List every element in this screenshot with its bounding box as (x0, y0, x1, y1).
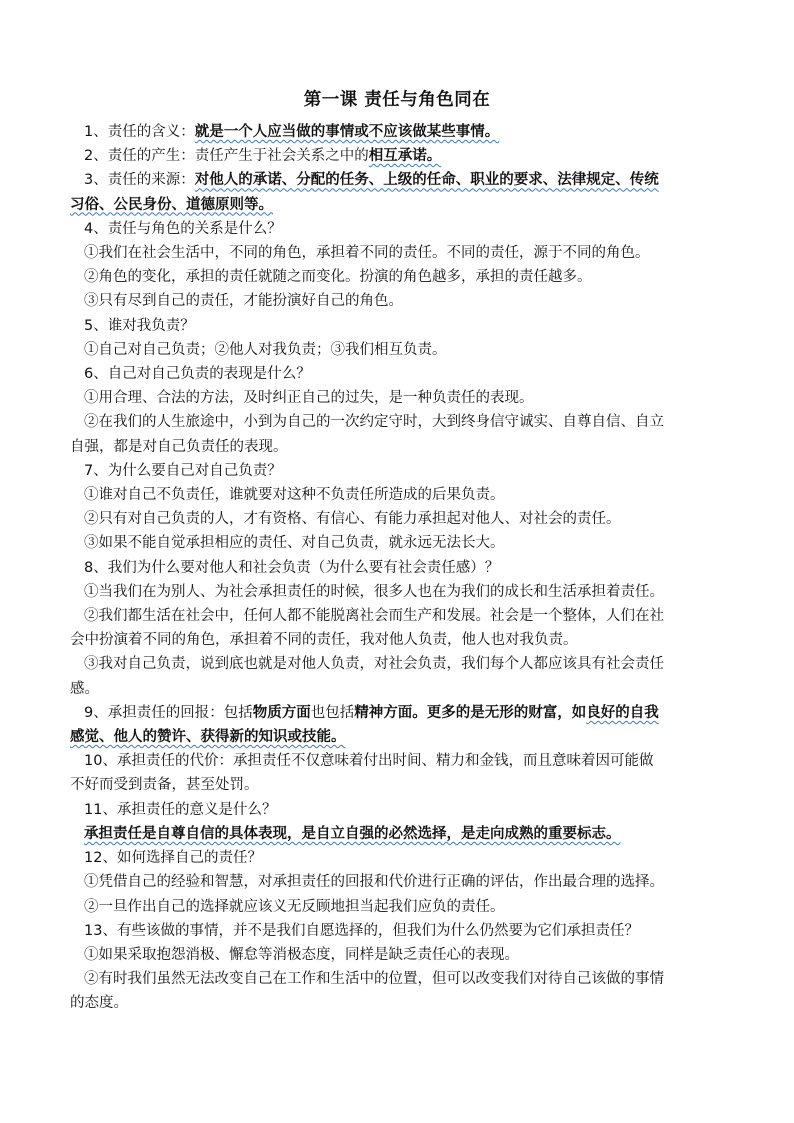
item-10-heading: 10、承担责任的代价： (84, 753, 233, 770)
item-10 (70, 749, 726, 773)
item-5-heading: 5、谁对我负责？ (84, 317, 195, 334)
item-13-point-1: ①如果采取抱怨消极、懈怠等消极态度，同样是缺乏责任心的表现。 (84, 946, 519, 963)
item-9 (70, 701, 726, 725)
item-9-keyword: 良好的自我 (586, 703, 659, 721)
item-8-point-1: ①当我们在为别人、为社会承担责任的时候，很多人也在为我们的成长和生活承担着责任。 (84, 583, 664, 600)
item-3-answer: 对他人的承诺、分配的任务、上级的任命、职业的要求、法律规定、传统 (194, 171, 659, 189)
item-1 (70, 120, 726, 144)
item-13-point-2-cont: 的态度。 (70, 995, 128, 1012)
item-2 (70, 144, 726, 168)
item-9-text-3: 。更多的是无形的财富，如 (412, 703, 587, 721)
item-9-text-1: 包括 (223, 704, 253, 721)
item-11-answer: 承担责任是自尊自信的具体表现，是自立自强的必然选择，是走向成熟的重要标志。 (84, 824, 621, 842)
item-8-point-3: ③我对自己负责，说到底也就是对他人负责，对社会负责，我们每个人都应该具有社会责任 (84, 656, 664, 673)
item-9-keyword-cont: 感觉、他人的赞许、获得新的知识或技能。 (70, 728, 346, 746)
item-7-point-1: ①谁对自己不负责任，谁就要对这种不负责任所造成的后果负责。 (84, 487, 505, 504)
item-2-answer: 责任产生于社会关系之中的 (194, 148, 369, 165)
item-10-continued: 不好而受到责备，甚至处罚。 (70, 777, 259, 794)
item-1-answer: 就是一个人应当做的事情或不应该做某些事情。 (194, 123, 500, 140)
item-4-point-1: ①我们在社会生活中，不同的角色，承担着不同的责任。不同的责任，源于不同的角色。 (84, 245, 650, 262)
item-2-keyword: 相互承诺。 (368, 147, 442, 165)
item-1-heading: 1、责任的含义： (84, 124, 195, 140)
item-4-heading: 4、责任与角色的关系是什么？ (84, 220, 282, 237)
item-9-text-2: 也包括 (310, 704, 355, 721)
item-4-point-3: ③只有尽到自己的责任，才能扮演好自己的角色。 (84, 293, 403, 310)
item-8-heading: 8、我们为什么要对他人和社会负责（为什么要有社会责任感）？ (84, 559, 500, 576)
item-8-point-2: ②我们都生活在社会中，任何人都不能脱离社会而生产和发展。社会是一个整体，人们在社 (84, 608, 664, 625)
item-9-heading: 9、承担责任的回报： (84, 704, 224, 721)
item-8-point-3-cont: 感。 (70, 680, 99, 697)
item-9-continued (70, 725, 726, 749)
item-3 (70, 168, 726, 192)
item-4-point-2: ②角色的变化，承担的责任就随之而变化。扮演的角色越多，承担的责任越多。 (84, 269, 592, 286)
item-6-heading: 6、自己对自己负责的表现是什么？ (84, 366, 311, 383)
item-13-heading: 13、有些该做的事情，并不是我们自愿选择的，但我们为什么仍然要为它们承担责任？ (84, 922, 639, 939)
item-7-heading: 7、为什么要自己对自己负责？ (84, 462, 282, 479)
item-12-point-1: ①凭借自己的经验和智慧，对承担责任的回报和代价进行正确的评估，作出最合理的选择。 (84, 874, 664, 891)
item-10-answer: 承担责任不仅意味着付出时间、精力和金钱，而且意味着因可能做 (232, 753, 654, 770)
lesson-title: 第一课 责任与角色同在 (303, 90, 491, 110)
item-9-material: 物质方面 (252, 703, 311, 721)
item-6-point-2-cont: 自强，都是对自己负责任的表现。 (70, 438, 288, 455)
item-3-continued (70, 193, 726, 217)
item-6-point-1: ①用合理、合法的方法，及时纠正自己的过失，是一种负责任的表现。 (84, 390, 534, 407)
item-7-point-3: ③如果不能自觉承担相应的责任、对自己负责，就永远无法长大。 (84, 535, 505, 552)
document-body (70, 120, 726, 1016)
item-6-point-2: ②在我们的人生旅途中，小到为自己的一次约定守时，大到终身信守诚实、自尊自信、自立 (84, 414, 664, 431)
item-7-point-2: ②只有对自己负责的人，才有资格、有信心、有能力承担起对他人、对社会的责任。 (84, 511, 621, 528)
item-12-point-2: ②一旦作出自己的选择就应该义无反顾地担当起我们应负的责任。 (84, 898, 505, 915)
item-3-answer-cont: 习俗、公民身份、道德原则等。 (70, 195, 273, 213)
item-11-answer-line (70, 822, 726, 846)
item-9-spiritual: 精神方面 (354, 703, 413, 721)
item-8-point-2-cont: 会中扮演着不同的角色，承担着不同的责任，我对他人负责，他人也对我负责。 (70, 632, 578, 649)
item-12-heading: 12、如何选择自己的责任？ (84, 850, 262, 867)
item-13-point-2: ②有时我们虽然无法改变自己在工作和生活中的位置，但可以改变我们对待自己该做的事情 (84, 971, 664, 988)
item-3-heading: 3、责任的来源： (84, 172, 195, 189)
item-2-heading: 2、责任的产生： (84, 148, 195, 165)
item-5-point-1: ①自己对自己负责；②他人对我负责；③我们相互负责。 (84, 341, 447, 358)
item-11-heading: 11、承担责任的意义是什么？ (84, 801, 277, 818)
